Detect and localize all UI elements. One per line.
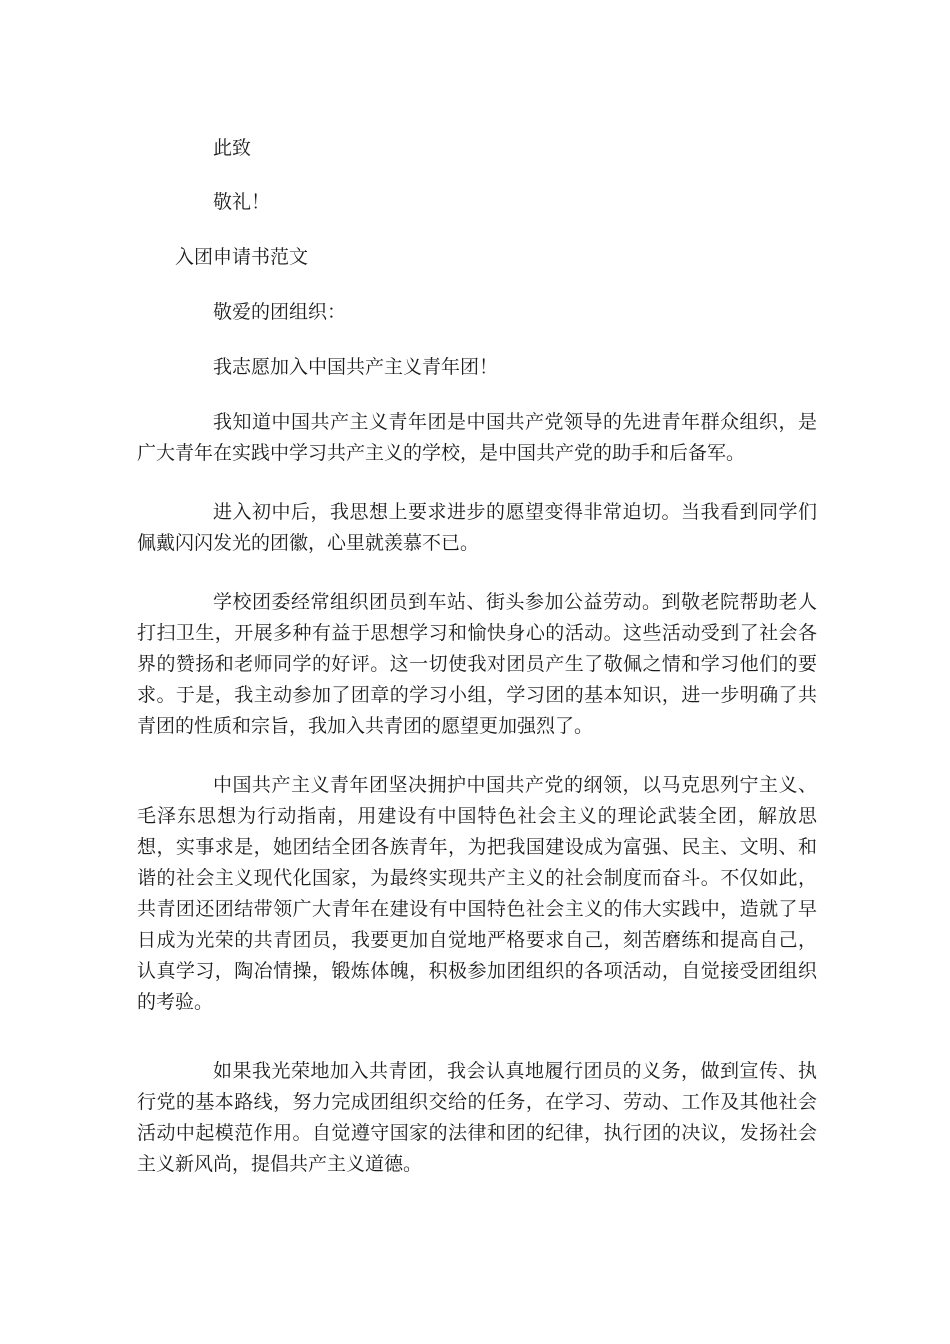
body-paragraph-5: 如果我光荣地加入共青团，我会认真地履行团员的义务，做到宣传、执行党的基本路线，努力完成团组织交给的任务，在学习、劳动、工作及其他社会活动中起模范作用。自觉遵守国家的法律和团的纪律，执行团的决议，发扬社会主义新风尚，提倡共产主义道德。	[137, 1060, 817, 1175]
body-paragraph-1: 我知道中国共产主义青年团是中国共产党领导的先进青年群众组织，是广大青年在实践中学习共产主义的学校，是中国共产党的助手和后备军。	[137, 411, 817, 464]
salutation: 敬爱的团组织：	[213, 301, 347, 323]
statement: 我志愿加入中国共产主义青年团！	[213, 356, 499, 378]
closing-line-2: 敬礼！	[213, 191, 271, 213]
document-heading: 入团申请书范文	[175, 246, 309, 268]
body-paragraph-2: 进入初中后，我思想上要求进步的愿望变得非常迫切。当我看到同学们佩戴闪闪发光的团徽，心里就羡慕不已。	[137, 501, 817, 554]
closing-line-1: 此致	[213, 137, 252, 159]
body-paragraph-4: 中国共产主义青年团坚决拥护中国共产党的纲领，以马克思列宁主义、毛泽东思想为行动指南，用建设有中国特色社会主义的理论武装全团，解放思想，实事求是，她团结全团各族青年，为把我国建设成为富强、民主、文明、和谐的社会主义现代化国家，为最终实现共产主义的社会制度而奋斗。不仅如此，共青团还团结带领广大青年在建设有中国特色社会主义的伟大实践中，造就了早日成为光荣的共青团员，我要更加自觉地严格要求自己，刻苦磨练和提高自己，认真学习，陶冶情操，锻炼体魄，积极参加团组织的各项活动，自觉接受团组织的考验。	[137, 774, 817, 1013]
body-paragraph-3: 学校团委经常组织团员到车站、街头参加公益劳动。到敬老院帮助老人打扫卫生，开展多种有益于思想学习和愉快身心的活动。这些活动受到了社会各界的赞扬和老师同学的好评。这一切使我对团员产生了敬佩之情和学习他们的要求。于是，我主动参加了团章的学习小组，学习团的基本知识，进一步明确了共青团的性质和宗旨，我加入共青团的愿望更加强烈了。	[137, 591, 817, 737]
